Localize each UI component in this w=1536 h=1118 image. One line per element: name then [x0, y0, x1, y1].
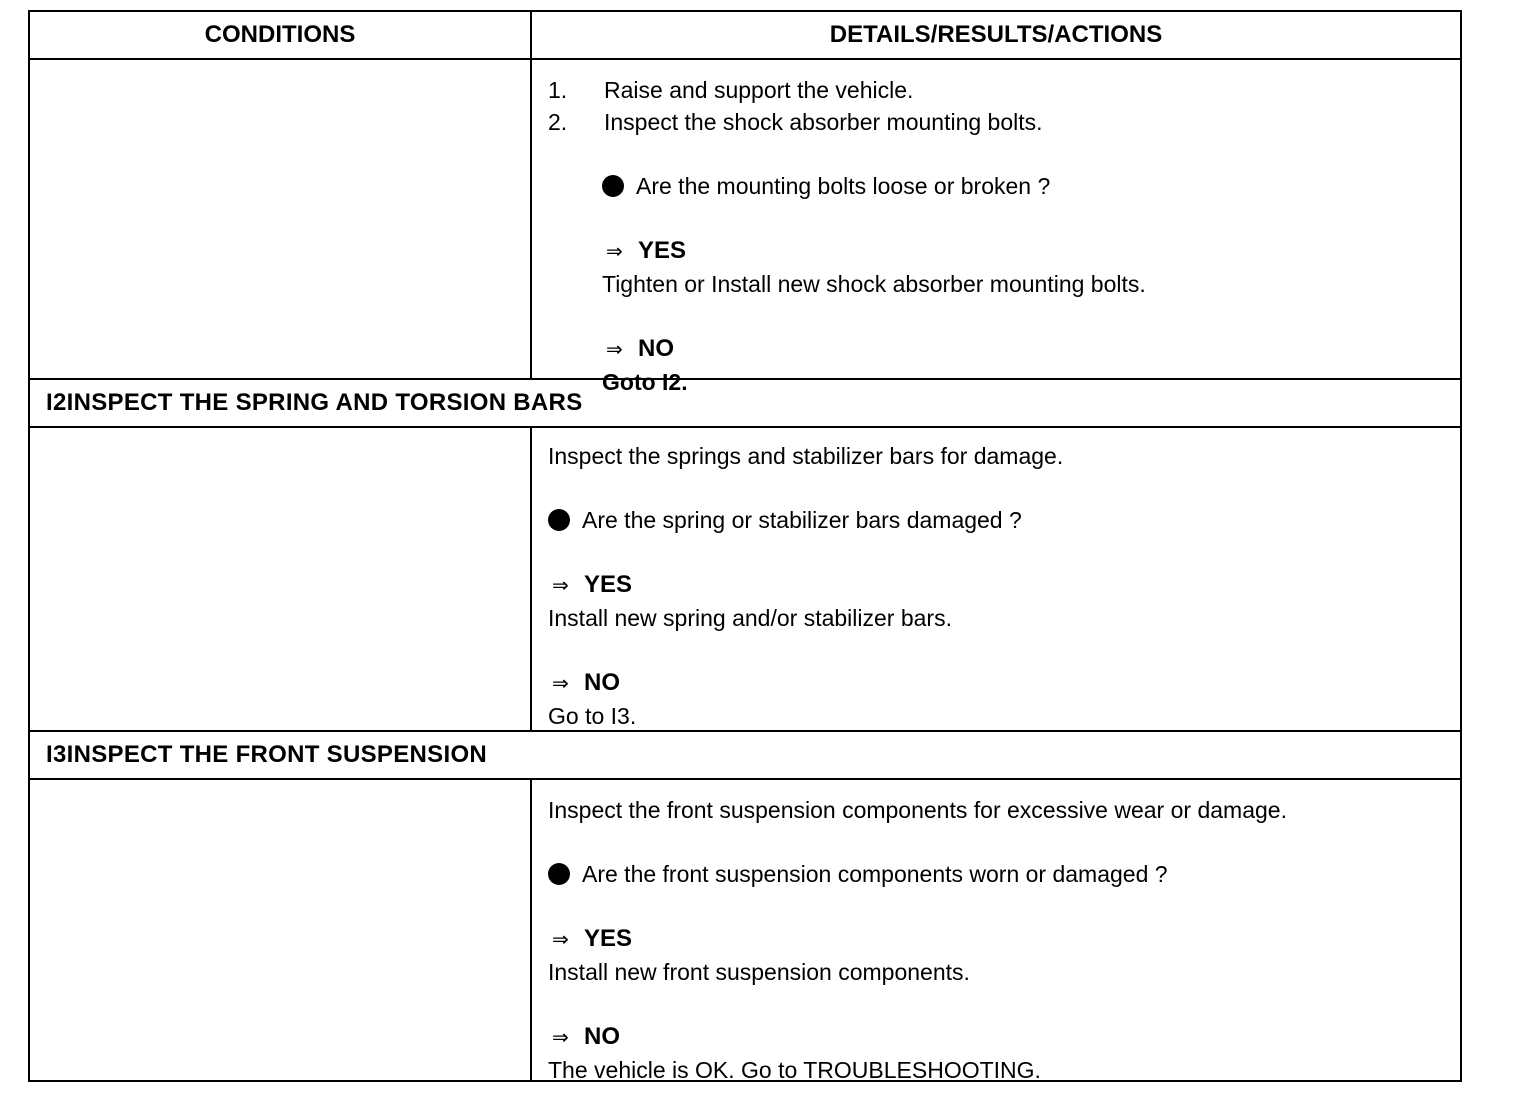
yes-action-i1: Tighten or Install new shock absorber mounting bolts. [602, 271, 1146, 297]
step-1-number: 1. [548, 77, 568, 103]
section-i3-row [29, 779, 1461, 1081]
section-i1-row [29, 59, 1461, 379]
section-i1-conditions-cell [29, 59, 531, 379]
table-header-row [29, 11, 1461, 59]
question-i1 [548, 170, 1444, 202]
diagnostic-table-page [28, 10, 1462, 1082]
arrow-right-icon: ⇒ [552, 929, 569, 951]
step-2 [548, 106, 1444, 138]
bullet-icon [602, 175, 624, 197]
section-i2-details-cell [531, 427, 1461, 731]
arrow-right-icon: ⇒ [552, 673, 569, 695]
no-branch-i3 [548, 1020, 1444, 1054]
step-2-text: Inspect the shock absorber mounting bolts. [604, 109, 1043, 135]
bullet-icon [548, 509, 570, 531]
no-label: NO [638, 335, 674, 362]
arrow-right-icon: ⇒ [552, 575, 569, 597]
details-header: DETAILS/RESULTS/ACTIONS [531, 11, 1461, 59]
no-branch-i1 [548, 332, 1444, 366]
section-i2-conditions-cell [29, 427, 531, 731]
section-i2-title: I2INSPECT THE SPRING AND TORSION BARS [29, 379, 1461, 427]
question-i3-text: Are the front suspension components worn or damaged ? [582, 861, 1168, 887]
step-1 [548, 74, 1444, 106]
step-2-number: 2. [548, 109, 568, 135]
section-i2-title-row [29, 379, 1461, 427]
section-i3-title-row [29, 731, 1461, 779]
question-i2 [548, 504, 1444, 536]
yes-action-i2: Install new spring and/or stabilizer bars. [548, 605, 952, 631]
yes-label: YES [584, 571, 633, 598]
section-i2-row [29, 427, 1461, 731]
question-i1-text: Are the mounting bolts loose or broken ? [636, 173, 1051, 199]
arrow-right-icon: ⇒ [606, 339, 623, 361]
step-1-text: Raise and support the vehicle. [604, 77, 914, 103]
no-label: NO [584, 669, 620, 696]
yes-branch-i3 [548, 922, 1444, 956]
question-i3 [548, 858, 1444, 890]
no-label: NO [584, 1023, 620, 1050]
bullet-icon [548, 863, 570, 885]
no-action-i2: Go to I3. [548, 703, 637, 729]
section-i3-title: I3INSPECT THE FRONT SUSPENSION [29, 731, 1461, 779]
yes-label: YES [584, 925, 633, 952]
diagnostic-table [28, 10, 1462, 1082]
yes-label: YES [638, 237, 687, 264]
question-i2-text: Are the spring or stabilizer bars damaged ? [582, 507, 1022, 533]
section-i3-details-cell [531, 779, 1461, 1081]
section-i1-details-cell [531, 59, 1461, 395]
no-action-i3: The vehicle is OK. Go to TROUBLESHOOTING. [548, 1057, 1041, 1083]
yes-branch-i2 [548, 568, 1444, 602]
yes-branch-i1 [548, 234, 1444, 268]
instruction-i2: Inspect the springs and stabilizer bars for damage. [548, 443, 1064, 469]
section-i3-conditions-cell [29, 779, 531, 1081]
conditions-header: CONDITIONS [29, 11, 531, 59]
no-action-i1: Goto I2. [602, 369, 688, 395]
instruction-i3: Inspect the front suspension components for excessive wear or damage. [548, 797, 1287, 823]
no-branch-i2 [548, 666, 1444, 700]
yes-action-i3: Install new front suspension components. [548, 959, 970, 985]
arrow-right-icon: ⇒ [606, 241, 623, 263]
arrow-right-icon: ⇒ [552, 1027, 569, 1049]
